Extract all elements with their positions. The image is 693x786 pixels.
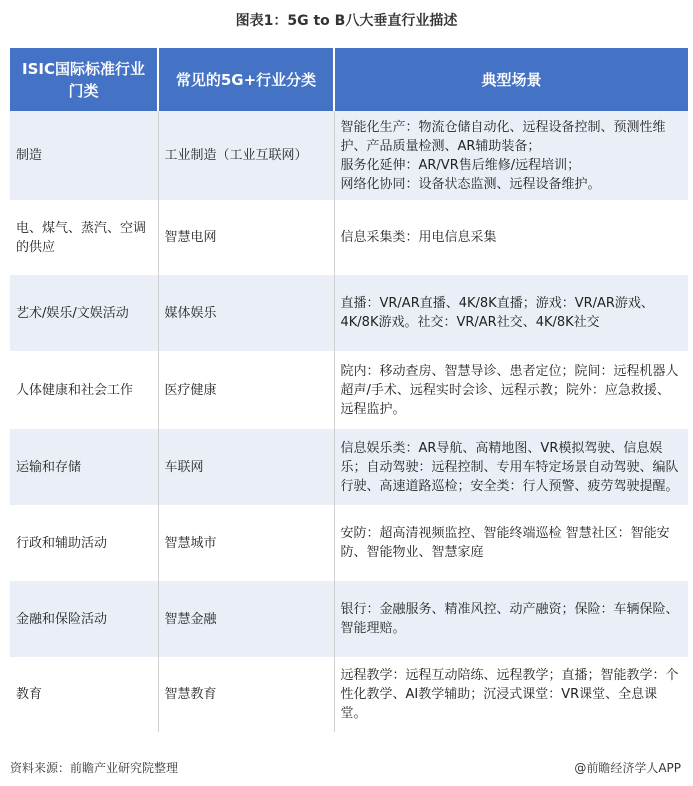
cell-isic: 行政和辅助活动 — [10, 505, 158, 581]
credit-note: @前瞻经济学人APP — [574, 761, 681, 775]
table-row — [10, 111, 688, 200]
cell-scenario: 信息娱乐类：AR导航、高精地图、VR模拟驾驶、信息娱乐；自动驾驶：远程控制、专用车特定场景自动驾驶、编队行驶、高速道路巡检；安全类：行人预警、疲劳驾驶提醒。 — [334, 429, 688, 505]
cell-category: 智慧金融 — [158, 581, 334, 657]
table-row — [10, 275, 688, 351]
table-row — [10, 200, 688, 275]
table-row — [10, 581, 688, 657]
table-row — [10, 657, 688, 732]
cell-isic: 运输和存储 — [10, 429, 158, 505]
table-row — [10, 429, 688, 505]
cell-scenario: 智能化生产：物流仓储自动化、远程设备控制、预测性维护、产品质量检测、AR辅助装备； 服务化延伸：AR/VR售后维修/远程培训； 网络化协同：设备状态监测、远程设备维护。 — [334, 111, 688, 200]
cell-scenario: 直播：VR/AR直播、4K/8K直播；游戏：VR/AR游戏、4K/8K游戏。社交：VR/AR社交、4K/8K社交 — [334, 275, 688, 351]
cell-isic: 制造 — [10, 111, 158, 200]
cell-category: 车联网 — [158, 429, 334, 505]
cell-scenario: 远程教学：远程互动陪练、远程教学；直播；智能教学：个性化教学、AI教学辅助；沉浸式课堂：VR课堂、全息课堂。 — [334, 657, 688, 732]
cell-category: 智慧城市 — [158, 505, 334, 581]
cell-isic: 金融和保险活动 — [10, 581, 158, 657]
header-isic: ISIC国际标准行业门类 — [10, 48, 158, 111]
cell-category: 媒体娱乐 — [158, 275, 334, 351]
table-row — [10, 351, 688, 429]
header-typical-scenario: 典型场景 — [334, 48, 688, 111]
figure-title: 图表1：5G to B八大垂直行业描述 — [235, 13, 458, 29]
cell-scenario: 银行：金融服务、精准风控、动产融资；保险：车辆保险、智能理赔。 — [334, 581, 688, 657]
header-5g-category: 常见的5G+行业分类 — [158, 48, 334, 111]
cell-category: 智慧电网 — [158, 200, 334, 275]
source-note: 资料来源：前瞻产业研究院整理 — [10, 761, 179, 775]
cell-category: 智慧教育 — [158, 657, 334, 732]
cell-isic: 教育 — [10, 657, 158, 732]
cell-isic: 艺术/娱乐/文娱活动 — [10, 275, 158, 351]
cell-scenario: 信息采集类：用电信息采集 — [334, 200, 688, 275]
table-row — [10, 505, 688, 581]
cell-scenario: 安防：超高清视频监控、智能终端巡检 智慧社区：智能安防、智能物业、智慧家庭 — [334, 505, 688, 581]
cell-scenario: 院内：移动查房、智慧导诊、患者定位；院间：远程机器人超声/手术、远程实时会诊、远程示教；院外：应急救援、远程监护。 — [334, 351, 688, 429]
cell-isic: 电、煤气、蒸汽、空调的供应 — [10, 200, 158, 275]
cell-category: 医疗健康 — [158, 351, 334, 429]
cell-category: 工业制造（工业互联网） — [158, 111, 334, 200]
table-header-row — [10, 48, 688, 111]
industry-table — [10, 48, 688, 732]
cell-isic: 人体健康和社会工作 — [10, 351, 158, 429]
